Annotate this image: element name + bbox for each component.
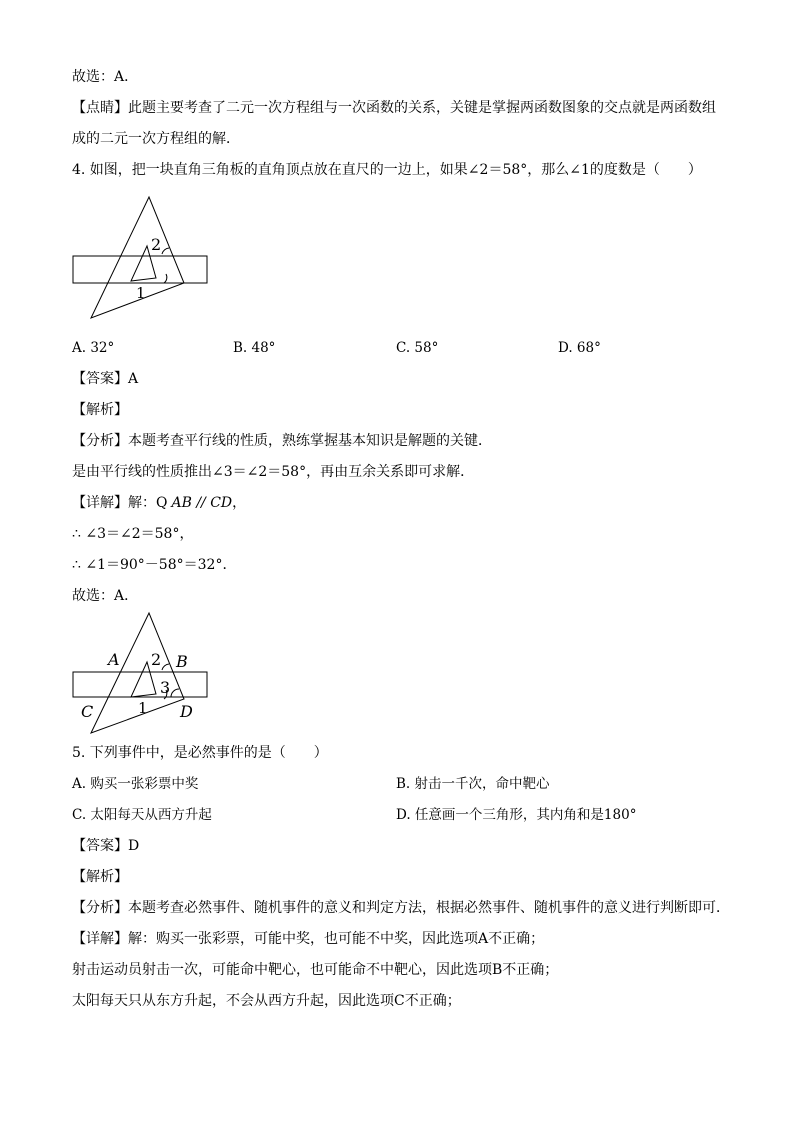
angle-label: 1: [138, 699, 148, 717]
math-line: ∴ ∠1＝90°－58°＝32°．: [72, 557, 237, 573]
option-a: A. 购买一张彩票中奖: [72, 776, 199, 792]
section-tag: 【答案】: [72, 838, 128, 854]
answer-value: D: [128, 838, 140, 854]
section-tag: 【解析】: [72, 869, 128, 885]
text-line: 解：: [128, 495, 156, 511]
text-line: ，: [232, 495, 247, 511]
section-tag: 【分析】: [72, 900, 128, 916]
text-line: 本题考查必然事件、随机事件的意义和判定方法，根据必然事件、随机事件的意义进行判断即可．: [128, 900, 730, 916]
text-line: 故选：A．: [72, 69, 139, 85]
ruler-shape: [73, 672, 207, 697]
text-line: 此题主要考查了二元一次方程组与一次函数的关系，关键是掌握两函数图象的交点就是两函数组: [128, 100, 716, 116]
analysis-paragraph: [72, 432, 492, 450]
section-tag: 【点睛】: [72, 100, 128, 116]
detail-paragraph: [72, 494, 246, 512]
text-line: 解：购买一张彩票，可能中奖，也可能不中奖，因此选项A不正确；: [128, 931, 545, 947]
angle-label: 1: [136, 284, 146, 302]
option-a: A. 32°: [72, 340, 115, 356]
question-4: 4. 如图，把一块直角三角板的直角顶点放在直尺的一边上，如果∠2＝58°，那么∠1的度数是（ ）: [72, 162, 702, 178]
point-label-d: D: [180, 702, 193, 721]
detail-paragraph: [72, 930, 544, 948]
angle-label: 2: [151, 650, 162, 669]
text-line: 太阳每天只从东方升起，不会从西方升起，因此选项C不正确；: [72, 993, 461, 1009]
ruler-shape: [73, 256, 207, 283]
text-line: 成的二元一次方程组的解．: [72, 131, 240, 147]
point-label-b: B: [176, 652, 188, 671]
answer-line: [72, 370, 138, 388]
text-line: 射击运动员射击一次，可能命中靶心，也可能命不中靶心，因此选项B不正确；: [72, 962, 559, 978]
figure-ruler-triangle-labeled: [72, 611, 222, 751]
point-label-a: A: [108, 650, 120, 669]
answer-value: A: [128, 371, 139, 387]
text-line: 是由平行线的性质推出∠3＝∠2＝58°，再由互余关系即可求解．: [72, 464, 475, 480]
because-symbol: Q: [156, 495, 168, 511]
angle-arc: [164, 274, 167, 283]
analysis-paragraph: [72, 899, 730, 917]
section-tag: 【答案】: [72, 371, 128, 387]
angle-arc: [162, 248, 169, 254]
section-tag: 【详解】: [72, 495, 128, 511]
option-d: D. 68°: [558, 340, 601, 356]
option-b: B. 48°: [233, 340, 276, 356]
section-tag: 【分析】: [72, 433, 128, 449]
angle-arc: [162, 664, 169, 670]
math-expression: AB // CD: [171, 495, 233, 511]
answer-line: [72, 837, 139, 855]
math-line: ∴ ∠3＝∠2＝58°，: [72, 526, 194, 542]
option-d: D. 任意画一个三角形，其内角和是180°: [396, 807, 637, 823]
section-tag: 【解析】: [72, 402, 128, 418]
option-c: C. 太阳每天从西方升起: [72, 807, 212, 823]
angle-label: 2: [151, 235, 162, 254]
option-b: B. 射击一千次，命中靶心: [396, 776, 550, 792]
section-tag: 【详解】: [72, 931, 128, 947]
text-line: 本题考查平行线的性质，熟练掌握基本知识是解题的关键．: [128, 433, 492, 449]
point-label-c: C: [81, 702, 94, 721]
figure-ruler-triangle: [72, 194, 222, 326]
dianjing-paragraph: [72, 99, 716, 117]
angle-arc: [171, 689, 179, 697]
option-c: C. 58°: [396, 340, 439, 356]
angle-label: 3: [160, 678, 171, 697]
text-line: 故选：A．: [72, 588, 139, 604]
question-5: 5. 下列事件中，是必然事件的是（ ）: [72, 745, 328, 761]
